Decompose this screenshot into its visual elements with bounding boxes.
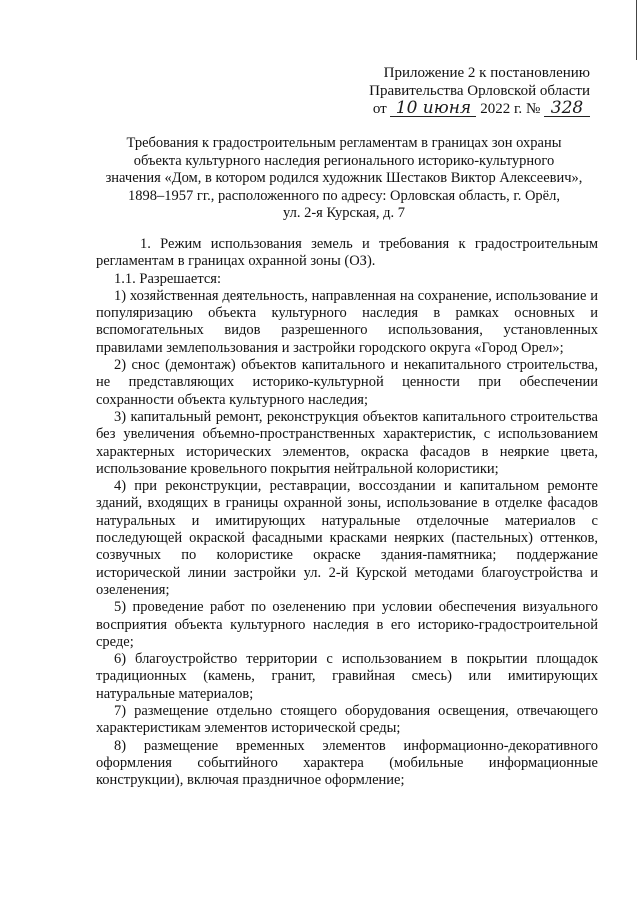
title-line-4: 1898–1957 гг., расположенного по адресу: Орловская область, г. Орёл, bbox=[128, 187, 560, 204]
list-item-3: 3) капитальный ремонт, реконструкция объектов капитального строительства без увеличения объемно-пространственных характеристик, с использованием характерных исторических элементов, окраска фасадов в неяркие цвета, использование кровельного покрытия нейтральной колористики; bbox=[96, 408, 598, 477]
handwritten-number: 328 bbox=[544, 100, 590, 117]
title-line-1: Требования к градостроительным регламентам в границах зон охраны bbox=[126, 135, 562, 151]
number-sign: № bbox=[525, 101, 541, 117]
title-line-3: значения «Дом, в котором родился художник Шестаков Виктор Алексеевич», bbox=[105, 170, 583, 186]
paragraph-1-1: 1.1. Разрешается: bbox=[114, 270, 221, 287]
list-item-8: 8) размещение временных элементов информационно-декоративного оформления событийного характера (мобильные информационные конструкции), включая праздничное оформление; bbox=[96, 737, 598, 789]
handwritten-date: 10 июня bbox=[390, 100, 476, 117]
title-line-2: объекта культурного наследия регионального историко-культурного bbox=[133, 152, 555, 169]
appendix-line-2: Правительства Орловской области bbox=[369, 83, 590, 99]
list-item-7: 7) размещение отдельно стоящего оборудования освещения, отвечающего характеристикам элементов исторической среды; bbox=[96, 703, 598, 737]
document-title bbox=[86, 135, 602, 223]
list-item-1: 1) хозяйственная деятельность, направленная на сохранение, использование и популяризацию объекта культурного наследия в рамках основных и вспомогательных видов разрешенного использования, установленных правилами землепользования и застройки городского округа «Город Орел»; bbox=[96, 287, 598, 356]
prefix-from: от bbox=[372, 101, 387, 117]
title-line-5: ул. 2-я Курская, д. 7 bbox=[282, 205, 406, 221]
list-item-6: 6) благоустройство территории с использованием в покрытии площадок традиционных (камень, гранит, гравийная смесь) или имитирующих натуральные материалов; bbox=[96, 651, 598, 702]
document-body bbox=[96, 236, 598, 790]
list-item-4: 4) при реконструкции, реставрации, воссоздании и капитальном ремонте зданий, входящих в границы охранной зоны, использование в отделке фасадов натуральных и имитирующих натуральные отделочные материалов с последующей окраской фасадными красками неярких (пастельных) оттенков, созвучных по колористике окраске здания-памятника; поддержание исторической линии застройки ул. 2-й Курской методами благоустройства и озеленения; bbox=[96, 478, 598, 598]
year-text: 2022 г. bbox=[480, 101, 523, 117]
list-item-5: 5) проведение работ по озеленению при условии обеспечения визуального восприятия объекта культурного наследия в его историко-градостроительной среде; bbox=[96, 599, 598, 650]
appendix-header bbox=[320, 64, 590, 118]
paragraph-1: 1. Режим использования земель и требования к градостроительным регламентам в границах охранной зоны (ОЗ). bbox=[96, 236, 598, 270]
list-item-2: 2) снос (демонтаж) объектов капитального и некапитального строительства, не представляющих историко-культурной ценности при обеспечении сохранности объекта культурного наследия; bbox=[96, 357, 598, 408]
date-number-line bbox=[320, 100, 590, 118]
appendix-line-1: Приложение 2 к постановлению bbox=[383, 65, 590, 81]
scan-edge-line bbox=[636, 0, 637, 60]
